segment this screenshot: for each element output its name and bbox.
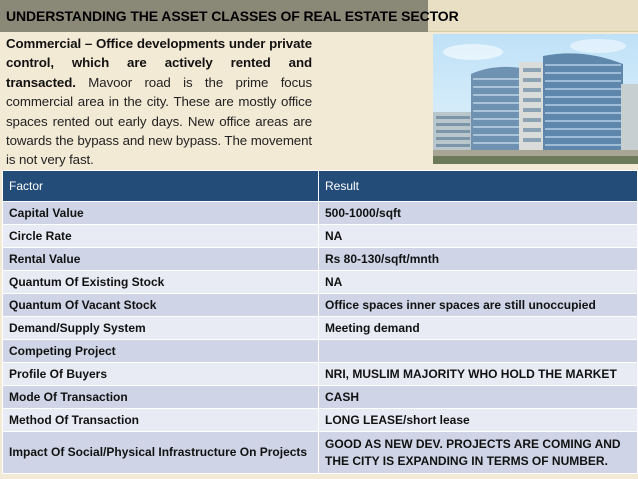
result-cell	[319, 340, 638, 363]
result-cell: NA	[319, 225, 638, 248]
result-cell: NA	[319, 271, 638, 294]
factor-cell: Competing Project	[3, 340, 319, 363]
factor-cell: Rental Value	[3, 248, 319, 271]
result-cell: Meeting demand	[319, 317, 638, 340]
table-row	[3, 386, 638, 409]
result-cell: CASH	[319, 386, 638, 409]
factor-cell: Impact Of Social/Physical Infrastructure On Projects	[3, 432, 319, 474]
table-row	[3, 248, 638, 271]
slide-header	[0, 0, 638, 32]
intro-body-text: Mavoor road is the prime focus commercial area in the city. These are mostly office spaces rented out early days. New office areas are towards the bypass and new bypass. The movement is not very fast.	[6, 74, 312, 168]
table-row	[3, 202, 638, 225]
office-building-photo	[433, 34, 638, 164]
result-cell: Office spaces inner spaces are still unoccupied	[319, 294, 638, 317]
table-header-row	[3, 171, 638, 202]
factor-cell: Profile Of Buyers	[3, 363, 319, 386]
factor-cell: Method Of Transaction	[3, 409, 319, 432]
result-cell: 500-1000/sqft	[319, 202, 638, 225]
table-row	[3, 409, 638, 432]
table-row	[3, 340, 638, 363]
office-building-illustration	[433, 34, 638, 164]
column-header-factor: Factor	[3, 171, 319, 202]
asset-factors-table	[2, 170, 638, 474]
result-cell: NRI, MUSLIM MAJORITY WHO HOLD THE MARKET	[319, 363, 638, 386]
table-row	[3, 432, 638, 474]
table-row	[3, 225, 638, 248]
column-header-result: Result	[319, 171, 638, 202]
result-cell: Rs 80-130/sqft/mnth	[319, 248, 638, 271]
intro-bold-text: Commercial – Office developments under private control, which are actively rented and transacted.	[6, 36, 312, 90]
result-cell: LONG LEASE/short lease	[319, 409, 638, 432]
factor-cell: Mode Of Transaction	[3, 386, 319, 409]
intro-paragraph	[6, 34, 312, 170]
table-row	[3, 317, 638, 340]
result-cell: GOOD AS NEW DEV. PROJECTS ARE COMING AND THE CITY IS EXPANDING IN TERMS OF NUMBER.	[319, 432, 638, 474]
factor-cell: Circle Rate	[3, 225, 319, 248]
factor-cell: Demand/Supply System	[3, 317, 319, 340]
factor-cell: Capital Value	[3, 202, 319, 225]
factor-cell: Quantum Of Existing Stock	[3, 271, 319, 294]
table-row	[3, 271, 638, 294]
table-row	[3, 363, 638, 386]
table-row	[3, 294, 638, 317]
slide-title: UNDERSTANDING THE ASSET CLASSES OF REAL ESTATE SECTOR	[0, 0, 428, 32]
factor-cell: Quantum Of Vacant Stock	[3, 294, 319, 317]
